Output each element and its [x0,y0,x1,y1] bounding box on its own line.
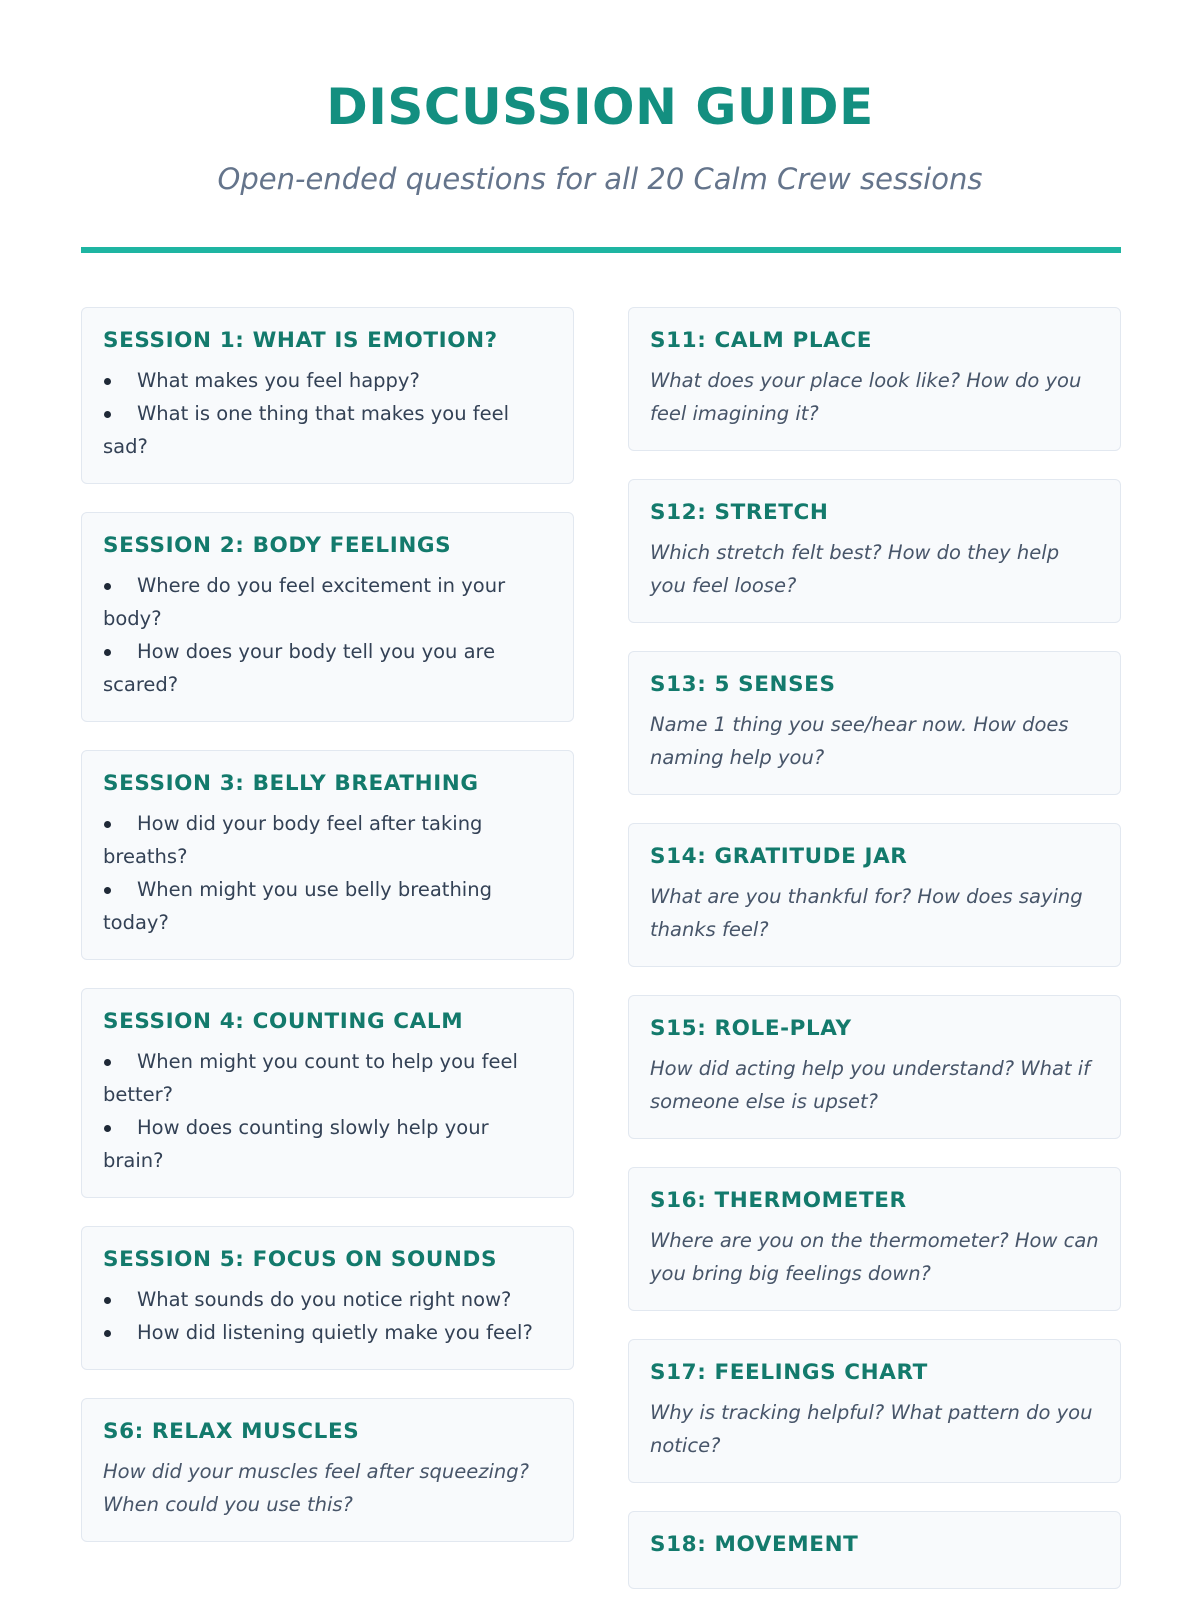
left-column [81,307,574,1570]
session-title: SESSION 3: BELLY BREATHING [103,771,479,796]
list-item [103,364,553,397]
session-title: S18: MOVEMENT [650,1532,859,1557]
question-text: What makes you feel happy? [137,369,420,392]
session-card [628,823,1121,967]
list-item [103,1316,553,1349]
question-text: How did acting help you understand? What if someone else is upset? [650,1057,1091,1113]
bullet-icon [104,821,111,828]
bullet-icon [104,649,111,656]
question-text: How does counting slowly help your brain? [103,1116,489,1172]
bullet-icon [104,378,111,385]
question-list [103,1283,553,1349]
page-title: DISCUSSION GUIDE [326,78,874,136]
question-text: What sounds do you notice right now? [137,1288,512,1311]
right-column [628,307,1121,1617]
session-card [81,1398,574,1542]
bullet-icon [104,1297,111,1304]
question-text: How did listening quietly make you feel? [137,1321,533,1344]
list-item [103,1283,553,1316]
session-card [628,307,1121,451]
session-title: SESSION 4: COUNTING CALM [103,1009,464,1034]
session-card [81,988,574,1198]
bullet-icon [104,583,111,590]
session-title: S12: STRETCH [650,500,829,525]
question-list [103,1045,553,1177]
session-card [81,512,574,722]
list-item [103,1045,553,1111]
list-item [103,569,553,635]
question-list [103,364,553,463]
question-text: When might you use belly breathing today? [103,878,492,934]
session-card [628,651,1121,795]
page-subtitle: Open-ended questions for all 20 Calm Crew sessions [217,162,983,196]
question-text: What is one thing that makes you feel sad? [103,402,510,458]
question-text: What are you thankful for? How does saying thanks feel? [650,885,1083,941]
question-text: Where do you feel excitement in your body? [103,574,506,630]
question-text: How did your body feel after taking breaths? [103,812,483,868]
list-item [103,1111,553,1177]
session-title: S15: ROLE-PLAY [650,1016,852,1041]
session-card [81,750,574,960]
bullet-icon [104,1125,111,1132]
question-list [103,569,553,701]
question-text: What does your place look like? How do you feel imagining it? [650,369,1082,425]
question-text: Name 1 thing you see/hear now. How does naming help you? [650,713,1069,769]
session-title: SESSION 2: BODY FEELINGS [103,533,452,558]
question-text: How did your muscles feel after squeezing? When could you use this? [103,1460,529,1516]
session-title: S17: FEELINGS CHART [650,1360,928,1385]
session-card [81,307,574,484]
list-item [103,397,553,463]
bullet-icon [104,887,111,894]
bullet-icon [104,411,111,418]
session-card [628,1339,1121,1483]
list-item [103,807,553,873]
question-text: How does your body tell you you are scared? [103,640,496,696]
session-title: SESSION 1: WHAT IS EMOTION? [103,328,498,353]
question-text: Where are you on the thermometer? How can you bring big feelings down? [650,1229,1099,1285]
question-text: Why is tracking helpful? What pattern do you notice? [650,1401,1093,1457]
session-card [628,479,1121,623]
session-card [628,1167,1121,1311]
title-divider [81,247,1121,253]
session-title: S11: CALM PLACE [650,328,873,353]
session-card [628,1511,1121,1589]
bullet-icon [104,1330,111,1337]
session-title: S6: RELAX MUSCLES [103,1419,360,1444]
question-text: When might you count to help you feel better? [103,1050,518,1106]
session-title: SESSION 5: FOCUS ON SOUNDS [103,1247,498,1272]
question-text: Which stretch felt best? How do they help you feel loose? [650,541,1060,597]
session-title: S14: GRATITUDE JAR [650,844,908,869]
bullet-icon [104,1059,111,1066]
session-card [628,995,1121,1139]
session-title: S13: 5 SENSES [650,672,836,697]
session-title: S16: THERMOMETER [650,1188,907,1213]
session-card [81,1226,574,1370]
list-item [103,635,553,701]
list-item [103,873,553,939]
question-list [103,807,553,939]
